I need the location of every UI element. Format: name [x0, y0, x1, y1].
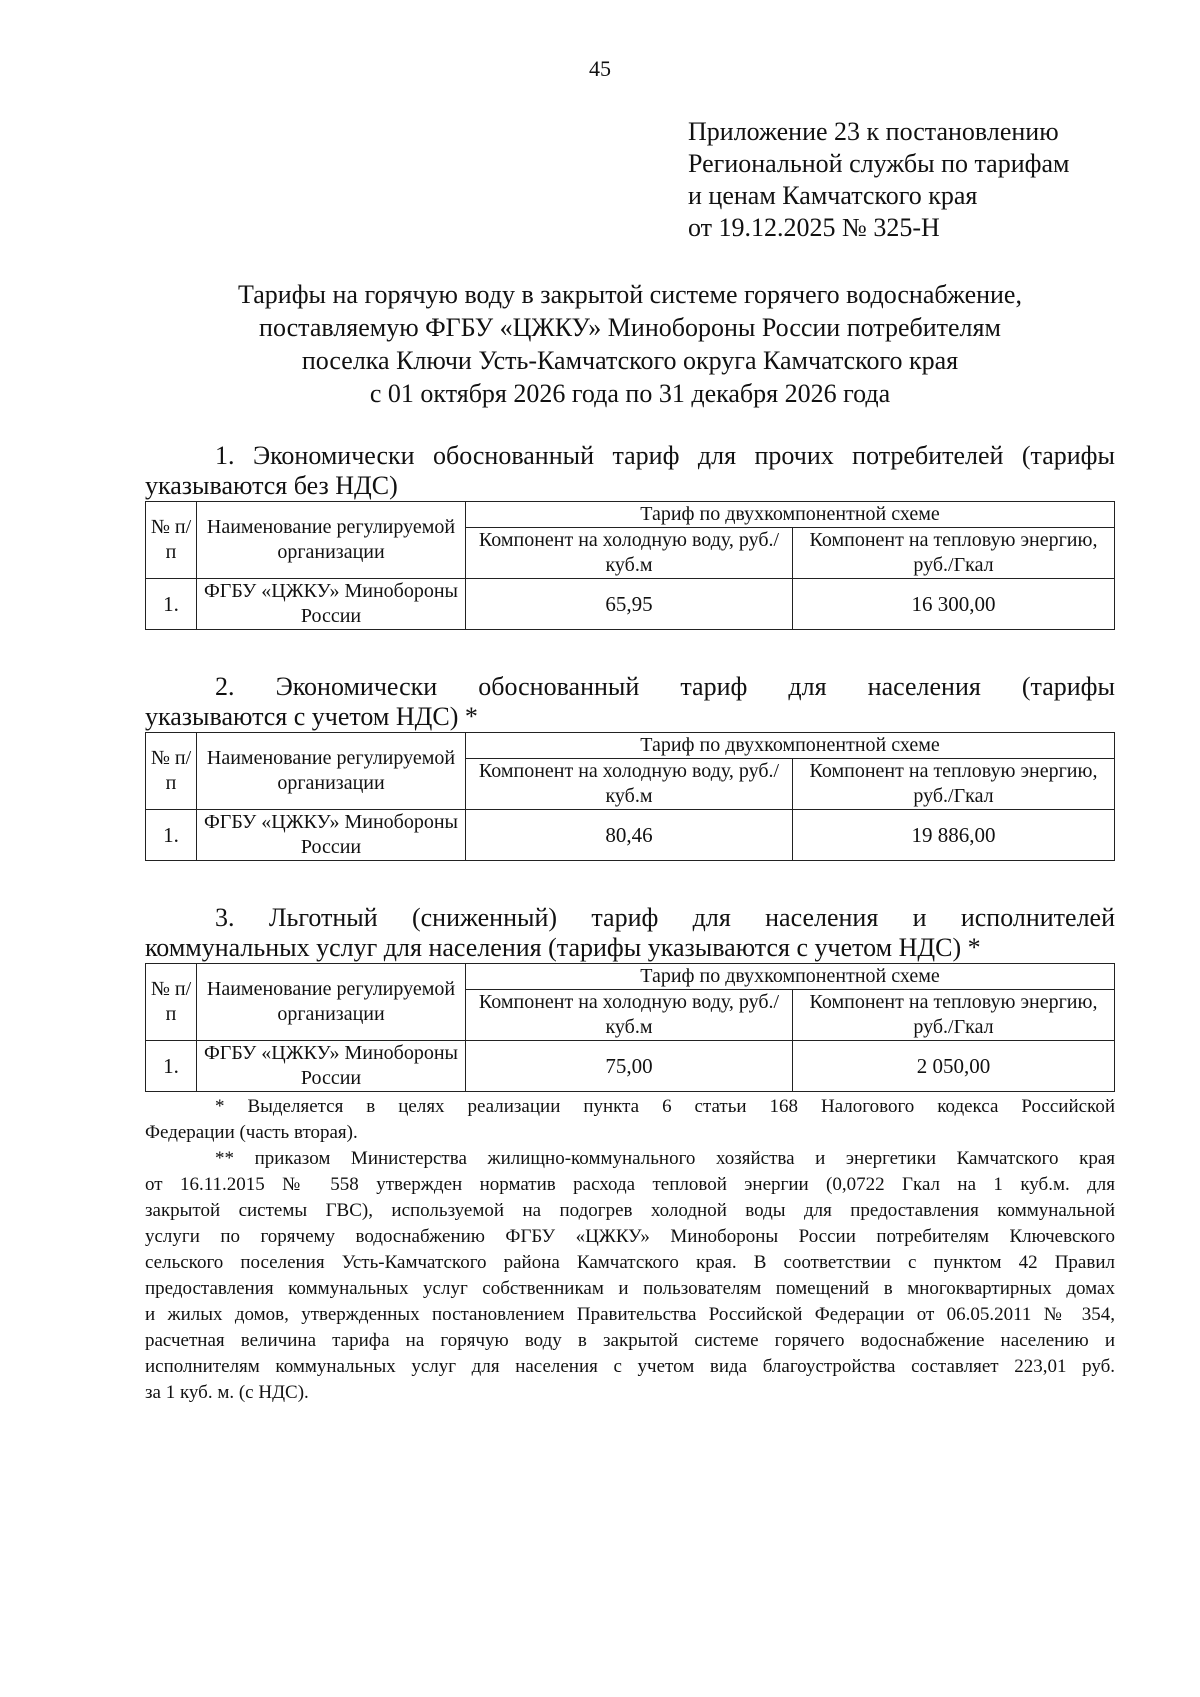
row-org: ФГБУ «ЦЖКУ» Минобороны России — [197, 1041, 466, 1092]
table-row — [146, 810, 1115, 861]
footnote-line: за 1 куб. м. (с НДС). — [145, 1382, 309, 1403]
section-heading-line: 1. Экономически обоснованный тариф для прочих потребителей (тарифы — [215, 441, 1115, 470]
tariff-table — [145, 963, 1115, 1092]
tariff-section-3 — [145, 903, 1115, 1092]
header-cold: Компонент на холодную воду, руб./куб.м — [466, 990, 793, 1041]
appendix-line: Приложение 23 к постановлению — [688, 117, 1059, 146]
tariff-table — [145, 732, 1115, 861]
header-num: № п/п — [146, 733, 197, 810]
header-scheme: Тариф по двухкомпонентной схеме — [466, 733, 1115, 759]
footnote-line: закрытой системы ГВС), используемой на подогрев холодной воды для предоставления коммунальной — [145, 1200, 1115, 1221]
table-row — [146, 1041, 1115, 1092]
footnote-norm — [145, 1146, 1115, 1406]
row-num: 1. — [146, 579, 197, 630]
appendix-block — [688, 116, 1069, 244]
header-num: № п/п — [146, 502, 197, 579]
row-cold-value: 65,95 — [466, 579, 793, 630]
table-row — [146, 579, 1115, 630]
footnote-line: * Выделяется в целях реализации пункта 6 статьи 168 Налогового кодекса Российской — [215, 1096, 1115, 1117]
footnote-line: услуги по горячему водоснабжению ФГБУ «ЦЖКУ» Минобороны России потребителям Ключевского — [145, 1226, 1115, 1247]
header-org: Наименование регулируемой организации — [197, 502, 466, 579]
tariff-section-1 — [145, 441, 1115, 630]
row-cold-value: 80,46 — [466, 810, 793, 861]
header-heat: Компонент на тепловую энергию, руб./Гкал — [793, 990, 1115, 1041]
row-num: 1. — [146, 810, 197, 861]
footnote-line: предоставления коммунальных услуг собственникам и пользователям помещений в многоквартирных домах — [145, 1278, 1115, 1299]
header-org: Наименование регулируемой организации — [197, 964, 466, 1041]
section-heading-line: 3. Льготный (сниженный) тариф для населения и исполнителей — [215, 903, 1115, 932]
row-heat-value: 2 050,00 — [793, 1041, 1115, 1092]
title-line: поставляемую ФГБУ «ЦЖКУ» Минобороны России потребителям — [259, 313, 1001, 342]
row-org: ФГБУ «ЦЖКУ» Минобороны России — [197, 810, 466, 861]
row-heat-value: 19 886,00 — [793, 810, 1115, 861]
footnote-vat — [145, 1094, 1115, 1146]
row-org: ФГБУ «ЦЖКУ» Минобороны России — [197, 579, 466, 630]
header-num: № п/п — [146, 964, 197, 1041]
section-heading-line: коммунальных услуг для населения (тарифы указываются с учетом НДС) * — [145, 933, 981, 962]
footnotes — [145, 1094, 1115, 1406]
row-heat-value: 16 300,00 — [793, 579, 1115, 630]
appendix-line: и ценам Камчатского края — [688, 181, 978, 210]
footnote-line: сельского поселения Усть-Камчатского района Камчатского края. В соответствии с пунктом 42 Правил — [145, 1252, 1115, 1273]
header-heat: Компонент на тепловую энергию, руб./Гкал — [793, 528, 1115, 579]
footnote-line: Федерации (часть вторая). — [145, 1122, 358, 1143]
section-heading — [145, 903, 1115, 963]
title-line: с 01 октября 2026 года по 31 декабря 2026 года — [369, 379, 891, 408]
section-heading — [145, 672, 1115, 732]
footnote-line: расчетная величина тарифа на горячую воду в закрытой системе горячего водоснабжение населению и — [145, 1330, 1115, 1351]
footnote-line: от 16.11.2015 № 558 утвержден норматив расхода тепловой энергии (0,0722 Гкал на 1 куб.м. для — [145, 1174, 1115, 1195]
header-cold: Компонент на холодную воду, руб./куб.м — [466, 759, 793, 810]
row-cold-value: 75,00 — [466, 1041, 793, 1092]
title-line: поселка Ключи Усть-Камчатского округа Камчатского края — [301, 346, 959, 375]
section-heading-line: 2. Экономически обоснованный тариф для населения (тарифы — [215, 672, 1115, 701]
row-num: 1. — [146, 1041, 197, 1092]
footnote-line: исполнителям коммунальных услуг для населения с учетом вида благоустройства составляет 223,01 руб. — [145, 1356, 1115, 1377]
tariff-section-2 — [145, 672, 1115, 861]
document-title — [145, 278, 1115, 410]
header-cold: Компонент на холодную воду, руб./куб.м — [466, 528, 793, 579]
tariff-table — [145, 501, 1115, 630]
header-scheme: Тариф по двухкомпонентной схеме — [466, 502, 1115, 528]
header-org: Наименование регулируемой организации — [197, 733, 466, 810]
appendix-line: от 19.12.2025 № 325-Н — [688, 213, 940, 242]
section-heading-line: указываются с учетом НДС) * — [145, 702, 478, 731]
section-heading-line: указываются без НДС) — [145, 471, 398, 500]
appendix-line: Региональной службы по тарифам — [688, 149, 1070, 178]
header-scheme: Тариф по двухкомпонентной схеме — [466, 964, 1115, 990]
footnote-line: ** приказом Министерства жилищно-коммунального хозяйства и энергетики Камчатского края — [215, 1148, 1115, 1169]
footnote-line: и жилых домов, утвержденных постановлением Правительства Российской Федерации от 06.05.2011 № 354, — [145, 1304, 1115, 1325]
header-heat: Компонент на тепловую энергию, руб./Гкал — [793, 759, 1115, 810]
title-line: Тарифы на горячую воду в закрытой системе горячего водоснабжение, — [238, 280, 1022, 309]
page-number: 45 — [589, 56, 611, 81]
section-heading — [145, 441, 1115, 501]
